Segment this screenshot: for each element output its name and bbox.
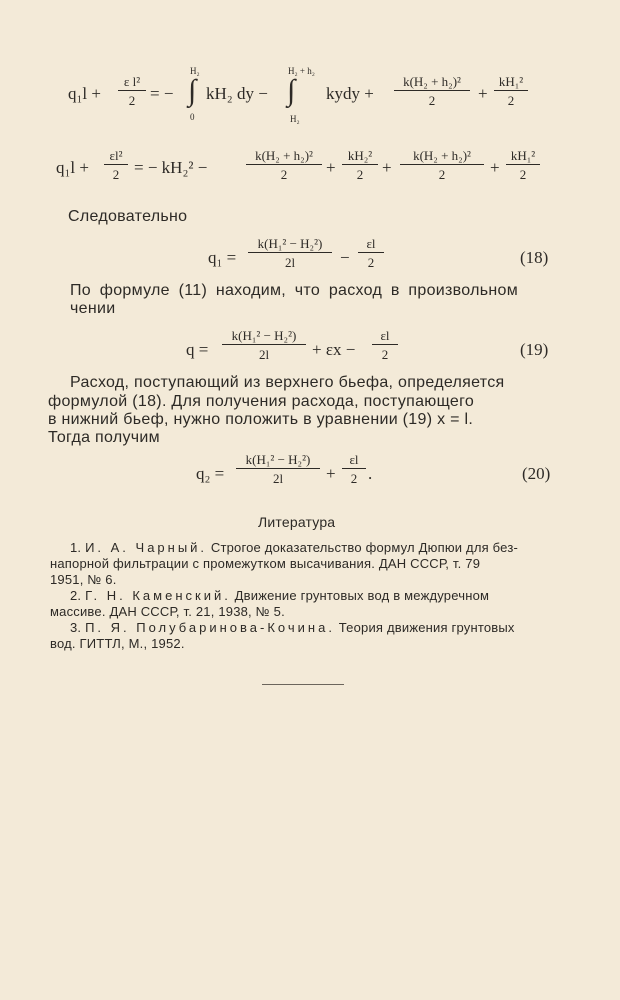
eq-a-frac-2-num: k(H₂ + h₂)² — [403, 74, 461, 89]
eq-a-frac-3-den: 2 — [507, 93, 515, 108]
paragraph-line-4: Тогда получим — [48, 429, 160, 446]
eq-a-frac-1-num: ε l² — [123, 74, 141, 89]
eq-a-frac-3 — [494, 74, 528, 108]
reference-3-line-1 — [70, 620, 515, 635]
eq-b-plus-1: + — [326, 158, 336, 177]
eq-a-kh2dy: kH₂ dy − — [206, 84, 268, 103]
eq-b-mid: = − kH₂² − — [134, 158, 208, 177]
eq-b-frac-4-num: k(H₂ + h₂)² — [413, 148, 471, 163]
eq20-frac-1-den: 2l — [272, 471, 284, 486]
eq-a-equals-minus: = − — [150, 84, 174, 103]
eq-a-int1-upper: H₂ — [190, 66, 200, 76]
eq-b-frac-1-num: εl² — [109, 148, 123, 163]
reference-2-title: Движение грунтовых вод в междуречном — [230, 588, 490, 603]
integral-sign-1: ∫ — [188, 74, 197, 107]
eq18-lhs: q₁ = — [208, 248, 237, 267]
eq-a-frac-3-num: kH₁² — [498, 74, 524, 89]
reference-1-line-3: 1951, № 6. — [50, 572, 117, 587]
reference-3-author: П. Я. Полубаринова-Кочина. — [85, 620, 335, 635]
eq-b-plus-3: + — [490, 158, 500, 177]
eq19-frac-1-den: 2l — [258, 347, 270, 362]
reference-3-title: Теория движения грунтовых — [334, 620, 515, 635]
eq-b-frac-5 — [506, 148, 540, 182]
eq-b-plus-2: + — [382, 158, 392, 177]
reference-1-line-2: напорной фильтрации с промежутком высачивания. ДАН СССР, т. 79 — [50, 556, 481, 571]
eq19-mid: + εx − — [312, 340, 356, 359]
end-divider — [262, 684, 344, 685]
reference-1-title: Строгое доказательство формул Дюпюи для без- — [207, 540, 519, 555]
eq19-frac-2 — [372, 328, 398, 362]
text-hence: Следовательно — [68, 208, 188, 225]
eq-a-plus: + — [478, 84, 488, 103]
eq-b-frac-3 — [342, 148, 378, 182]
eq-b-frac-1 — [104, 148, 128, 182]
references-title: Литература — [258, 514, 336, 530]
eq-b-frac-3-num: kH₂² — [347, 148, 373, 163]
eq-a-frac-1 — [118, 74, 146, 108]
eq-a-int2-upper: H₂ + h₂ — [288, 66, 315, 76]
eq20-number: (20) — [522, 464, 551, 483]
reference-3-line-2: вод. ГИТТЛ, М., 1952. — [50, 636, 185, 651]
eq-b-frac-3-den: 2 — [356, 167, 364, 182]
eq-b-frac-4-den: 2 — [438, 167, 446, 182]
reference-2-line-2: массиве. ДАН СССР, т. 21, 1938, № 5. — [50, 604, 285, 619]
eq18-number: (18) — [520, 248, 549, 267]
eq20-plus: + — [326, 464, 336, 483]
eq-b-frac-2-num: k(H₂ + h₂)² — [255, 148, 313, 163]
paragraph-line-1: Расход, поступающий из верхнего бьефа, определяется — [70, 374, 505, 391]
text-formula11-line1: По формуле (11) находим, что расход в произвольном — [70, 282, 519, 299]
paragraph-line-3: в нижний бьеф, нужно положить в уравнении (19) x = l. — [48, 411, 474, 428]
reference-2-line-1 — [70, 588, 489, 603]
reference-2-author: Г. Н. Каменский. — [85, 588, 231, 603]
reference-2-number: 2. — [70, 588, 86, 603]
eq20-frac-2 — [342, 452, 366, 486]
eq20-frac-2-den: 2 — [350, 471, 358, 486]
eq-b-frac-1-den: 2 — [112, 167, 120, 182]
eq19-frac-1 — [222, 328, 306, 362]
eq18-frac-2 — [358, 236, 384, 270]
eq18-frac-1-den: 2l — [284, 255, 296, 270]
eq19-frac-2-num: εl — [380, 328, 390, 343]
eq18-minus: − — [340, 248, 350, 267]
integral-sign-2: ∫ — [287, 74, 296, 107]
eq-a-int2-lower: H₂ — [290, 114, 300, 124]
eq-a-lhs: q₁l + — [68, 84, 101, 103]
eq-b-frac-2 — [246, 148, 322, 182]
eq18-frac-1-num: k(H₁² − H₂²) — [257, 236, 323, 251]
eq18-frac-1 — [248, 236, 332, 270]
reference-1-number: 1. — [70, 540, 86, 555]
reference-1-author: И. А. Чарный. — [85, 540, 208, 555]
eq-a-frac-2 — [394, 74, 470, 108]
eq-b-lhs: q₁l + — [56, 158, 89, 177]
eq20-dot: . — [368, 464, 373, 483]
eq18-frac-2-den: 2 — [367, 255, 375, 270]
eq18-frac-2-num: εl — [366, 236, 376, 251]
eq20-frac-1-num: k(H₁² − H₂²) — [245, 452, 311, 467]
eq19-number: (19) — [520, 340, 549, 359]
eq-a-kydy: kydy + — [326, 84, 374, 103]
reference-1-line-1 — [70, 540, 518, 555]
eq-a-int1-lower: 0 — [190, 112, 195, 122]
eq19-frac-1-num: k(H₁² − H₂²) — [231, 328, 297, 343]
reference-3-number: 3. — [70, 620, 86, 635]
eq-a-frac-2-den: 2 — [428, 93, 436, 108]
eq20-frac-1 — [236, 452, 320, 486]
text-formula11-line2: чении — [70, 300, 116, 317]
eq20-lhs: q₂ = — [196, 464, 225, 483]
paragraph-line-2: формулой (18). Для получения расхода, поступающего — [48, 393, 475, 410]
eq-b-frac-4 — [400, 148, 484, 182]
eq20-frac-2-num: εl — [349, 452, 359, 467]
eq-b-frac-5-num: kH₁² — [510, 148, 536, 163]
eq-b-frac-5-den: 2 — [519, 167, 527, 182]
eq19-frac-2-den: 2 — [381, 347, 389, 362]
eq-a-frac-1-den: 2 — [128, 93, 136, 108]
eq19-lhs: q = — [186, 340, 209, 359]
eq-b-frac-2-den: 2 — [280, 167, 288, 182]
